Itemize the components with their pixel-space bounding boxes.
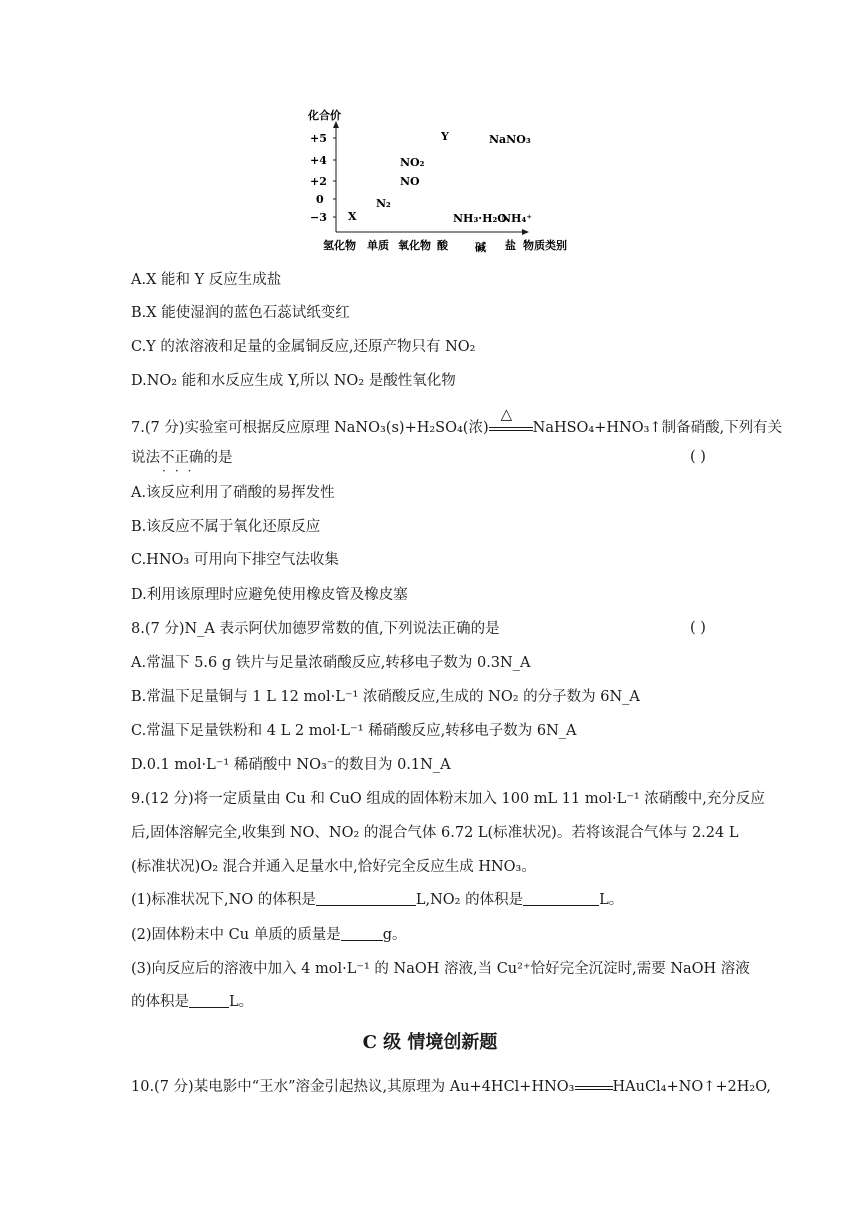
point-NO: NO — [400, 175, 420, 188]
point-NH4: NH₄⁺ — [501, 212, 533, 225]
point-NH3H2O: NH₃·H₂O — [453, 212, 507, 225]
q9-sub1: (1)标准状况下,NO 的体积是 L,NO₂ 的体积是 L。 — [131, 892, 624, 908]
point-NO2: NO₂ — [400, 156, 425, 169]
q7-option-a: A.该反应利用了硝酸的易挥发性 — [131, 485, 335, 501]
q9-sub2: (2)固体粉末中 Cu 单质的质量是 g。 — [131, 927, 407, 943]
q8-option-c: C.常温下足量铁粉和 4 L 2 mol·L⁻¹ 稀硝酸反应,转移电子数为 6N_A — [131, 723, 577, 739]
x-cat-oxide: 氧化物 — [398, 239, 431, 252]
q6-option-a: A.X 能和 Y 反应生成盐 — [131, 272, 282, 288]
reaction-condition — [489, 405, 533, 438]
point-NaNO3: NaNO₃ — [489, 133, 531, 146]
q9-blank-no-volume[interactable] — [316, 891, 416, 906]
heat-symbol: △ — [500, 405, 513, 423]
x-cat-base: 碱 — [475, 241, 486, 254]
y-tick-labels — [310, 132, 327, 224]
y-axis-label: 化合价 — [308, 109, 341, 122]
q9-blank-cu-mass[interactable] — [341, 926, 383, 941]
x-category-labels — [323, 238, 567, 254]
x-cat-acid: 酸 — [437, 239, 448, 252]
x-cat-hydride: 氢化物 — [323, 239, 356, 252]
q8-option-d: D.0.1 mol·L⁻¹ 稀硝酸中 NO₃⁻的数目为 0.1N_A — [131, 757, 451, 773]
section-heading: C 级 情境创新题 — [362, 1032, 498, 1053]
x-cat-salt: 盐 — [505, 239, 516, 252]
q9-stem-line2: 后,固体溶解完全,收集到 NO、NO₂ 的混合气体 6.72 L(标准状况)。若将该混合气体与 2.24 L — [131, 825, 739, 841]
q9-blank-naoh-volume[interactable] — [189, 993, 229, 1008]
q7-stem — [131, 405, 783, 438]
q6-option-c: C.Y 的浓溶液和足量的金属铜反应,还原产物只有 NO₂ — [131, 339, 476, 355]
y-tick-+5: +5 — [310, 132, 327, 145]
y-tick-0: 0 — [316, 193, 324, 206]
q7-stem-line2: 说法不正确 ··· 的是 — [131, 450, 233, 478]
q9-blank-no2-volume[interactable] — [523, 891, 599, 906]
q8-option-a: A.常温下 5.6 g 铁片与足量浓硝酸反应,转移电子数为 0.3N_A — [131, 655, 531, 671]
emphasis-not-correct: 不正确 ··· — [160, 450, 204, 478]
q7-option-b: B.该反应不属于氧化还原反应 — [131, 519, 321, 535]
y-tick-+2: +2 — [310, 175, 327, 188]
q9-stem-line3: (标准状况)O₂ 混合并通入足量水中,恰好完全反应生成 HNO₃。 — [131, 859, 536, 875]
q7-stem-post: NaHSO₄+HNO₃↑制备硝酸,下列有关 — [532, 420, 783, 436]
q7-stem-pre: 7.(7 分)实验室可根据反应原理 NaNO₃(s)+H₂SO₄(浓) — [131, 420, 489, 436]
q7-answer-bracket[interactable]: ( ) — [690, 449, 706, 465]
q6-option-d: D.NO₂ 能和水反应生成 Y,所以 NO₂ 是酸性氧化物 — [131, 373, 456, 389]
y-tick--3: −3 — [310, 211, 327, 224]
q7-option-d: D.利用该原理时应避免使用橡皮管及橡皮塞 — [131, 587, 408, 603]
point-X: X — [348, 210, 357, 223]
y-tick-+4: +4 — [310, 154, 327, 167]
valence-class-chart — [0, 0, 860, 260]
q9-sub3-line2: 的体积是 L。 — [131, 994, 254, 1010]
x-cat-element: 单质 — [367, 239, 389, 252]
point-Y: Y — [441, 130, 449, 143]
y-axis-arrow — [333, 121, 339, 128]
point-N2: N₂ — [376, 197, 391, 210]
q8-answer-bracket[interactable]: ( ) — [690, 620, 706, 636]
q9-sub3: (3)向反应后的溶液中加入 4 mol·L⁻¹ 的 NaOH 溶液,当 Cu²⁺恰好完全沉淀时,需要 NaOH 溶液 — [131, 961, 750, 977]
x-axis-label: 物质类别 — [523, 239, 567, 252]
q10-stem: 10.(7 分)某电影中“王水”溶金引起热议,其原理为 Au+4HCl+HNO₃ HAuCl₄+NO↑+2H₂O, — [131, 1079, 771, 1095]
q6-option-b: B.X 能使湿润的蓝色石蕊试纸变红 — [131, 305, 350, 321]
q8-stem: 8.(7 分)N_A 表示阿伏加德罗常数的值,下列说法正确的是 — [131, 621, 500, 637]
equals-sign — [575, 1077, 613, 1097]
q9-stem-line1: 9.(12 分)将一定质量由 Cu 和 CuO 组成的固体粉末加入 100 mL 11 mol·L⁻¹ 浓硝酸中,充分反应 — [131, 791, 765, 807]
x-axis-arrow — [522, 229, 529, 235]
chart-points — [348, 130, 532, 225]
q8-option-b: B.常温下足量铜与 1 L 12 mol·L⁻¹ 浓硝酸反应,生成的 NO₂ 的分子数为 6N_A — [131, 689, 640, 705]
q7-option-c: C.HNO₃ 可用向下排空气法收集 — [131, 552, 339, 568]
